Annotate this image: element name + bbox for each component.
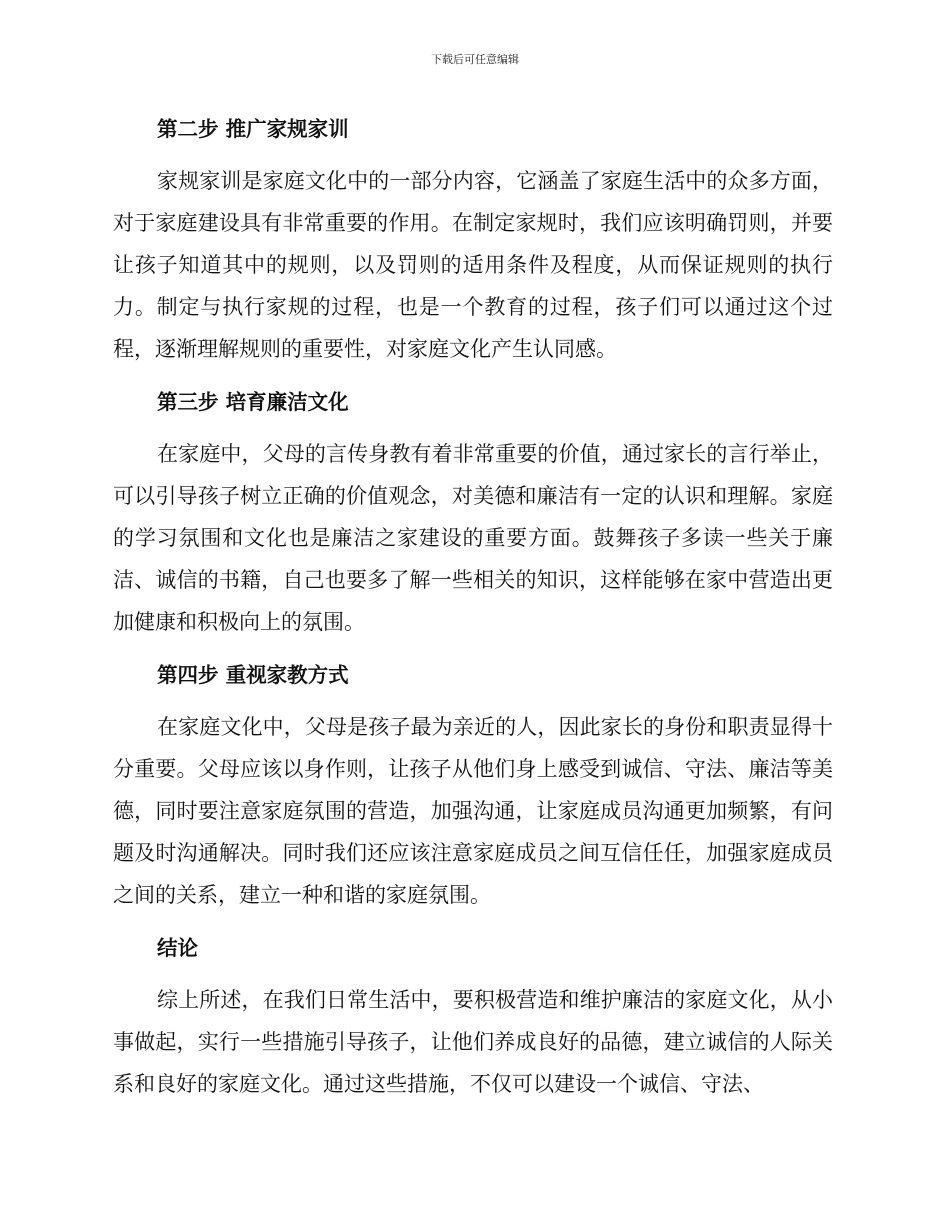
conclusion-heading: 结论	[157, 936, 198, 960]
section-paragraph: 在家庭中，父母的言传身教有着非常重要的价值，通过家长的言行举止，可以引导孩子树立正确的价值观念，对美德和廉洁有一定的认识和理解。家庭的学习氛围和文化也是廉洁之家建设的重要方面。鼓舞孩子多读一些关于廉洁、诚信的书籍，自己也要多了解一些相关的知识，这样能够在家中营造出更加健康和积极向上的氛围。	[113, 442, 833, 634]
conclusion-paragraph: 综上所述，在我们日常生活中，要积极营造和维护廉洁的家庭文化，从小事做起，实行一些措施引导孩子，让他们养成良好的品德，建立诚信的人际关系和良好的家庭文化。通过这些措施，不仅可以建设一个诚信、守法、	[113, 988, 833, 1096]
section-heading: 第三步 培育廉洁文化	[157, 390, 349, 414]
section-paragraph: 家规家训是家庭文化中的一部分内容，它涵盖了家庭生活中的众多方面，对于家庭建设具有非常重要的作用。在制定家规时，我们应该明确罚则，并要让孩子知道其中的规则，以及罚则的适用条件及程度，从而保证规则的执行力。制定与执行家规的过程，也是一个教育的过程，孩子们可以通过这个过程，逐渐理解规则的重要性，对家庭文化产生认同感。	[113, 169, 833, 361]
section-heading: 第四步 重视家教方式	[157, 663, 349, 687]
document-body	[113, 108, 833, 1105]
section-paragraph: 在家庭文化中，父母是孩子最为亲近的人，因此家长的身份和职责显得十分重要。父母应该以身作则，让孩子从他们身上感受到诚信、守法、廉洁等美德，同时要注意家庭氛围的营造，加强沟通，让家庭成员沟通更加频繁，有问题及时沟通解决。同时我们还应该注意家庭成员之间互信任任，加强家庭成员之间的关系，建立一种和谐的家庭氛围。	[113, 715, 833, 907]
page-header: 下载后可任意编辑	[431, 53, 519, 66]
section-heading: 第二步 推广家规家训	[157, 117, 349, 141]
